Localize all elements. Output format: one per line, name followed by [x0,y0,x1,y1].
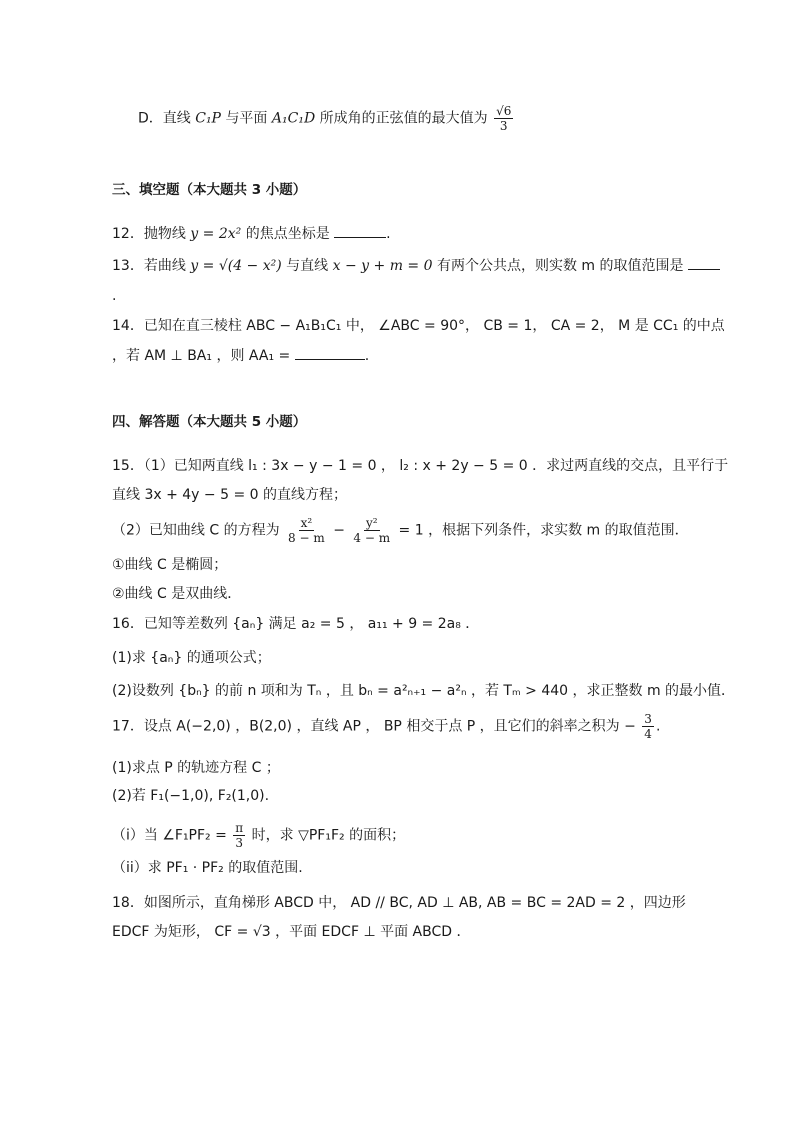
q17-line1-prefix: 17．设点 A(−2,0) ，B(2,0) ，直线 AP ， BP 相交于点 P ，且它们的斜率之积为 − [112,718,636,735]
q15-line3-prefix: （2）已知曲线 C 的方程为 [112,522,280,539]
q18-line2: EDCF 为矩形， CF = √3 ，平面 EDCF ⊥ 平面 ABCD ． [112,924,471,940]
q15-line2: 直线 3x + 4y − 5 = 0 的直线方程； [112,487,347,503]
q15-fraction-2 [351,516,392,545]
q15-frac1-den: 8 − m [288,531,325,545]
question-13 [112,255,720,276]
q13-math1: y = √(4 − x²) [190,258,282,274]
q13-cont: . [112,288,117,304]
section-4-title: 四、解答题（本大题共 5 小题） [112,414,307,430]
q17-line4-suffix: 时，求 ▽PF₁F₂ 的面积； [251,827,406,844]
q12-math: y = 2x² [190,226,242,242]
q13-prefix: 13．若曲线 [112,258,186,274]
q17-line2: (1)求点 P 的轨迹方程 C ； [112,760,280,776]
q17-line5: （ii）求 PF₁ · PF₂ 的取值范围. [112,860,303,876]
q13-mid: 与直线 [286,258,329,274]
q13-math2: x − y + m = 0 [332,258,433,274]
q14-line2-end: . [364,348,370,364]
q17-frac-den: 4 [644,727,652,741]
q16-line2: (1)求 {aₙ} 的通项公式； [112,650,271,666]
q17-line4-frac-den: 3 [235,836,244,850]
option-d-label: D．直线 [138,110,191,127]
question-15-line3 [112,516,689,545]
q17-fraction [642,712,654,741]
q16-line1: 16．已知等差数列 {aₙ} 满足 a₂ = 5 ， a₁₁ + 9 = 2a₈ ． [112,616,480,632]
option-d-frac-den: 3 [499,119,508,133]
q15-line3-suffix: = 1 ，根据下列条件，求实数 m 的取值范围． [398,522,689,539]
q15-frac2-num: y² [365,516,378,530]
q15-line5: ②曲线 C 是双曲线． [112,586,242,602]
q15-line1: 15．（1）已知两直线 l₁ : 3x − y − 1 = 0 ， l₂ : x + 2y − 5 = 0 ．求过两直线的交点，且平行于 [112,458,729,474]
option-d-fraction [494,104,513,133]
q15-frac1-num: x² [300,516,313,530]
section-3-title: 三、填空题（本大题共 3 小题） [112,182,307,198]
option-d [138,104,515,133]
option-d-text1: 与平面 [225,110,268,127]
q12-answer-blank[interactable] [334,223,386,238]
q13-suffix: 有两个公共点，则实数 m 的取值范围是 [436,258,684,274]
q17-frac-num: 3 [644,712,652,726]
q18-line1: 18．如图所示，直角梯形 ABCD 中， AD // BC, AD ⊥ AB, AB = BC = 2AD = 2 ，四边形 [112,895,686,911]
question-17-line1 [112,712,660,741]
q15-line4: ①曲线 C 是椭圆； [112,557,228,573]
option-d-math-a: C₁P [195,110,221,127]
q15-fraction-1 [286,516,327,545]
q13-answer-blank[interactable] [688,255,720,270]
q17-line3: (2)若 F₁(−1,0), F₂(1,0). [112,788,270,804]
option-d-text2: 所成角的正弦值的最大值为 [319,110,488,127]
q16-line3: (2)设数列 {bₙ} 的前 n 项和为 Tₙ ，且 bₙ = a²ₙ₊₁ − a²ₙ ，若 Tₘ > 440 ，求正整数 m 的最小值． [112,683,736,699]
q17-line4-frac-num: π [235,821,244,835]
q15-frac2-den: 4 − m [353,531,391,545]
q14-line1: 14．已知在直三棱柱 ABC − A₁B₁C₁ 中， ∠ABC = 90°， CB = 1， CA = 2， M 是 CC₁ 的中点 [112,318,725,334]
q12-suffix: 的焦点坐标是 [245,226,330,242]
q14-answer-blank[interactable] [295,345,365,360]
q17-line4-fraction [233,821,245,850]
question-12: 12．抛物线 y = 2x² 的焦点坐标是 . [112,223,391,244]
q12-prefix: 12．抛物线 [112,226,186,242]
q17-line4-prefix: （i）当 ∠F₁PF₂ = [112,827,227,844]
q14-line2-text: ，若 AM ⊥ BA₁ ，则 AA₁ = [112,348,291,364]
q15-minus: − [333,522,345,539]
option-d-frac-num: √6 [496,104,512,118]
question-17-line4 [112,821,405,850]
question-14-line2 [112,345,369,366]
option-d-math-b: A₁C₁D [271,110,316,127]
q17-line1-end: . [655,718,661,735]
